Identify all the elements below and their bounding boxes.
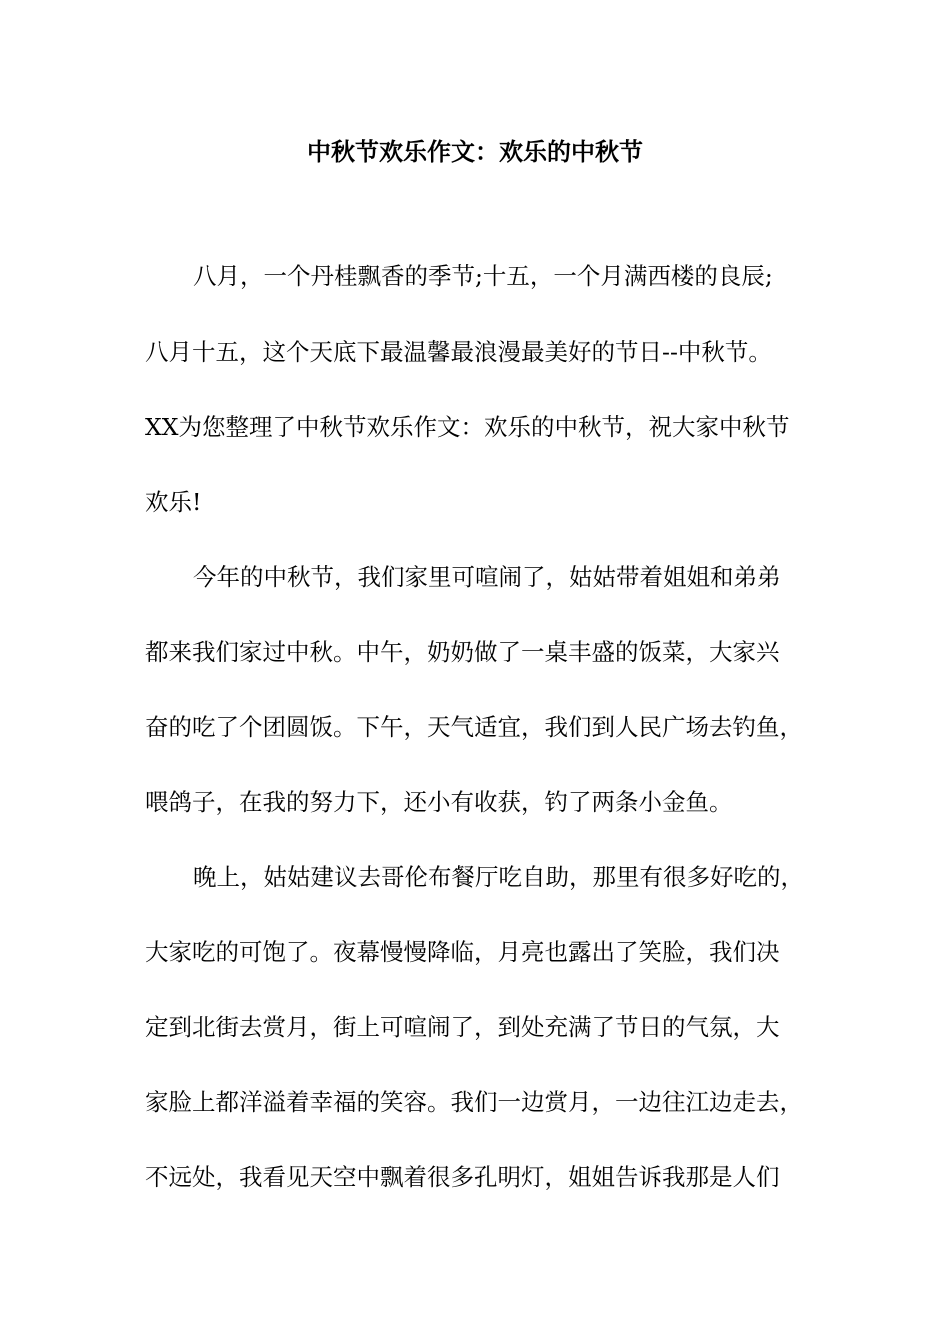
paragraph-line: 八月十五，这个天底下最温馨最浪漫最美好的节日--中秋节。 bbox=[145, 338, 772, 366]
paragraph-line: 不远处，我看见天空中飘着很多孔明灯，姐姐告诉我那是人们 bbox=[145, 1163, 780, 1191]
paragraph-line: 定到北街去赏月，街上可喧闹了，到处充满了节日的气氛，大 bbox=[145, 1013, 780, 1041]
paragraph-line: 都来我们家过中秋。中午，奶奶做了一桌丰盛的饭菜，大家兴 bbox=[145, 638, 780, 666]
paragraph-line: 奋的吃了个团圆饭。下午，天气适宜，我们到人民广场去钓鱼， bbox=[145, 713, 803, 741]
paragraph-line: 大家吃的可饱了。夜幕慢慢降临，月亮也露出了笑脸，我们决 bbox=[145, 938, 780, 966]
document-title: 中秋节欢乐作文：欢乐的中秋节 bbox=[307, 137, 643, 166]
paragraph-line: 欢乐! bbox=[145, 488, 202, 516]
paragraph-line: XX为您整理了中秋节欢乐作文：欢乐的中秋节，祝大家中秋节 bbox=[145, 413, 790, 441]
paragraph-line: 家脸上都洋溢着幸福的笑容。我们一边赏月，一边往江边走去， bbox=[145, 1088, 803, 1116]
paragraph-line: 八月，一个丹桂飘香的季节;十五，一个月满西楼的良辰; bbox=[193, 262, 773, 290]
paragraph-line: 今年的中秋节，我们家里可喧闹了，姑姑带着姐姐和弟弟 bbox=[193, 563, 781, 591]
paragraph-line: 喂鸽子，在我的努力下，还小有收获，钓了两条小金鱼。 bbox=[145, 788, 733, 816]
paragraph-line: 晚上，姑姑建议去哥伦布餐厅吃自助，那里有很多好吃的， bbox=[193, 863, 804, 891]
